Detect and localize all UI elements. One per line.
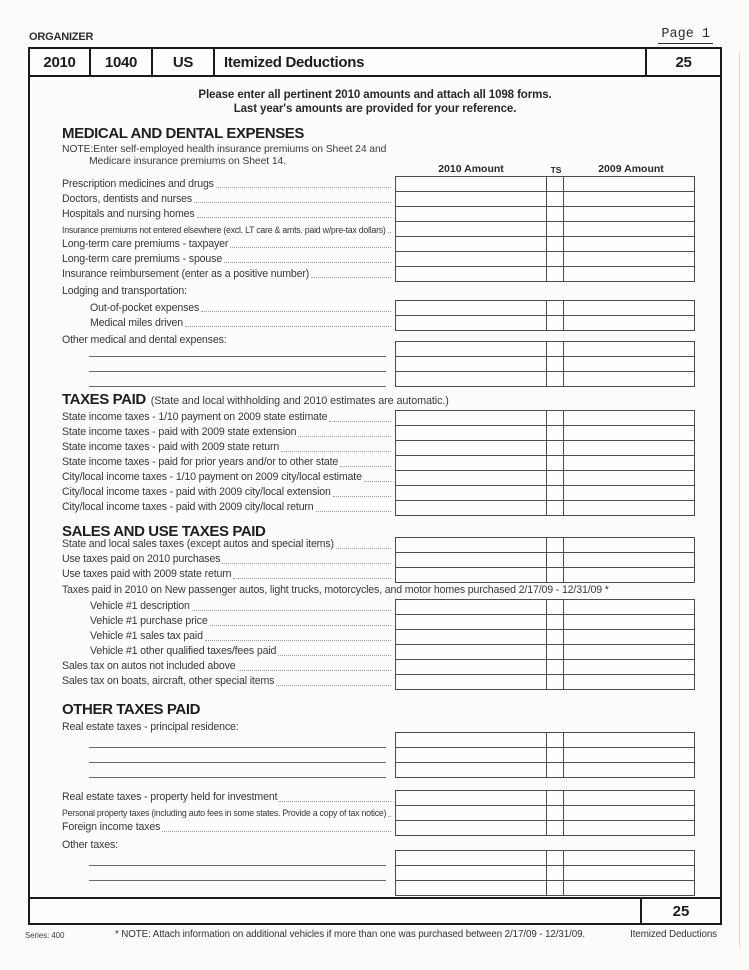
section-title: MEDICAL AND DENTAL EXPENSES (62, 125, 305, 142)
amount-2010-input[interactable] (395, 300, 547, 316)
amount-2009-input[interactable] (563, 425, 695, 441)
amount-2009-input[interactable] (563, 537, 695, 553)
dotted-leader (336, 548, 391, 549)
ts-input[interactable] (546, 221, 564, 237)
amount-2009-input[interactable] (563, 747, 695, 763)
label-zone (30, 236, 395, 252)
label-zone (30, 470, 395, 486)
ts-input[interactable] (546, 850, 564, 866)
ts-input[interactable] (546, 191, 564, 207)
group-label: Other taxes: (62, 839, 118, 851)
field-label: State income taxes - paid with 2009 state return (62, 441, 280, 454)
page-edge-line (739, 52, 740, 947)
dotted-leader (316, 511, 391, 512)
label-zone (30, 455, 395, 471)
field-label: Use taxes paid on 2010 purchases (62, 553, 221, 566)
amount-2010-input[interactable] (395, 371, 547, 387)
field-row (30, 236, 697, 252)
label-zone (30, 315, 395, 331)
label-zone (30, 659, 395, 675)
dotted-leader (329, 421, 391, 422)
field-label: Long-term care premiums - taxpayer (62, 237, 229, 250)
field-label: Real estate taxes - property held for investment (62, 791, 278, 804)
amount-2010-input[interactable] (395, 537, 547, 553)
writein-row (30, 732, 697, 748)
dotted-leader (233, 578, 391, 579)
field-label: Personal property taxes (including auto fees in some states. Provide a copy of tax notice) (62, 808, 387, 819)
amount-2009-input[interactable] (563, 732, 695, 748)
amount-2010-input[interactable] (395, 820, 547, 836)
label-zone (30, 567, 395, 583)
ts-input[interactable] (546, 567, 564, 583)
ts-input[interactable] (546, 470, 564, 486)
amount-2010-input[interactable] (395, 470, 547, 486)
dotted-leader (162, 831, 391, 832)
ts-input[interactable] (546, 537, 564, 553)
dotted-leader (238, 670, 392, 671)
dotted-leader (340, 466, 391, 467)
amount-2010-input[interactable] (395, 251, 547, 267)
amount-2010-input[interactable] (395, 356, 547, 372)
amount-2009-input[interactable] (563, 500, 695, 516)
dotted-leader (230, 247, 391, 248)
writein-row (30, 880, 697, 896)
amount-2009-input[interactable] (563, 356, 695, 372)
amount-2010-input[interactable] (395, 880, 547, 896)
amount-2009-input[interactable] (563, 485, 695, 501)
dotted-leader (281, 451, 391, 452)
label-zone (30, 356, 395, 372)
dotted-leader (222, 563, 391, 564)
field-group (30, 599, 697, 690)
label-zone (30, 266, 395, 282)
field-label: City/local income taxes - paid with 2009 city/local return (62, 501, 314, 514)
writein-group (30, 341, 697, 387)
amount-2010-input[interactable] (395, 674, 547, 690)
ts-input[interactable] (546, 266, 564, 282)
amount-2009-input[interactable] (563, 790, 695, 806)
field-row (30, 820, 697, 836)
field-row (30, 266, 697, 282)
ts-input[interactable] (546, 500, 564, 516)
amount-2010-input[interactable] (395, 315, 547, 331)
field-row (30, 614, 697, 630)
ts-input[interactable] (546, 425, 564, 441)
section-other-taxes (30, 702, 697, 896)
field-label: Out-of-pocket expenses (90, 301, 200, 314)
instructions-line1: Please enter all pertinent 2010 amounts and attach all 1098 forms. (198, 89, 552, 101)
field-group (30, 790, 697, 836)
label-zone (30, 747, 395, 763)
field-label: Vehicle #1 sales tax paid (90, 630, 203, 643)
label-zone (30, 425, 395, 441)
label-zone (30, 410, 395, 426)
dotted-leader (201, 311, 391, 312)
amount-2010-input[interactable] (395, 206, 547, 222)
ts-input[interactable] (546, 300, 564, 316)
amount-2010-input[interactable] (395, 440, 547, 456)
dotted-leader (388, 816, 391, 817)
dotted-leader (278, 655, 391, 656)
amount-2010-input[interactable] (395, 865, 547, 881)
form-number-cell: 1040 (91, 49, 153, 75)
field-label: City/local income taxes - 1/10 payment on 2009 city/local estimate (62, 471, 362, 484)
field-label: State income taxes - 1/10 payment on 2009 state estimate (62, 411, 328, 424)
amount-2009-input[interactable] (563, 659, 695, 675)
dotted-leader (216, 187, 391, 188)
instructions-line2: Last year's amounts are provided for your reference. (233, 102, 517, 115)
amount-2010-input[interactable] (395, 614, 547, 630)
ts-input[interactable] (546, 805, 564, 821)
ts-input[interactable] (546, 732, 564, 748)
writein-line[interactable] (89, 765, 386, 778)
field-label: Prescription medicines and drugs (62, 177, 214, 190)
field-row (30, 537, 697, 553)
label-zone (30, 251, 395, 267)
section-title: SALES AND USE TAXES PAID (62, 523, 266, 540)
label-zone (30, 191, 395, 207)
ts-input[interactable] (546, 371, 564, 387)
amount-2010-input[interactable] (395, 191, 547, 207)
field-row (30, 315, 697, 331)
group-label: Other medical and dental expenses: (62, 334, 227, 347)
dotted-leader (194, 202, 391, 203)
group-label: Real estate taxes - principal residence: (62, 721, 239, 733)
label-zone (30, 221, 395, 237)
inline-note-text: Taxes paid in 2010 on New passenger autos, light trucks, motorcycles, and motor homes purchased 2/17/09 - 12/31/09 * (62, 584, 609, 596)
dotted-leader (210, 625, 391, 626)
ts-input[interactable] (546, 176, 564, 192)
writein-row (30, 747, 697, 763)
amount-2010-input[interactable] (395, 176, 547, 192)
label-zone (30, 614, 395, 630)
amount-2009-input[interactable] (563, 236, 695, 252)
amount-2010-input[interactable] (395, 221, 547, 237)
amount-2009-input[interactable] (563, 629, 695, 645)
label-zone (30, 644, 395, 660)
ts-input[interactable] (546, 341, 564, 357)
amount-2009-input[interactable] (563, 266, 695, 282)
amount-2009-input[interactable] (563, 552, 695, 568)
field-row (30, 470, 697, 486)
field-row (30, 674, 697, 690)
region-cell: US (153, 49, 215, 75)
spacer (30, 778, 697, 788)
field-label: Long-term care premiums - spouse (62, 252, 223, 265)
amount-2010-input[interactable] (395, 552, 547, 568)
ts-input[interactable] (546, 315, 564, 331)
writein-group (30, 732, 697, 778)
writein-row (30, 865, 697, 881)
label-zone (30, 732, 395, 748)
footer-note: * NOTE: Attach information on additional vehicles if more than one was purchased between 2/17/09 - 12/31/09. (114, 929, 586, 940)
section-title: TAXES PAID (62, 391, 146, 408)
footer-doc-title: Itemized Deductions (630, 929, 717, 940)
amount-2010-input[interactable] (395, 500, 547, 516)
amount-2010-input[interactable] (395, 485, 547, 501)
field-row (30, 425, 697, 441)
amount-2010-input[interactable] (395, 567, 547, 583)
column-header-ts: TS (550, 165, 562, 175)
amount-2009-input[interactable] (563, 567, 695, 583)
writein-line[interactable] (89, 374, 386, 387)
label-zone (30, 176, 395, 192)
field-row (30, 599, 697, 615)
writein-group (30, 850, 697, 896)
series-label: Series: 400 (25, 931, 65, 940)
field-row (30, 221, 697, 237)
amount-2009-input[interactable] (563, 341, 695, 357)
amount-2010-input[interactable] (395, 236, 547, 252)
ts-input[interactable] (546, 880, 564, 896)
tax-year-cell: 2010 (30, 49, 91, 75)
label-zone (30, 371, 395, 387)
field-label: Vehicle #1 other qualified taxes/fees paid (90, 645, 277, 658)
label-zone (30, 500, 395, 516)
amount-2009-input[interactable] (563, 251, 695, 267)
amount-2010-input[interactable] (395, 659, 547, 675)
label-zone (30, 440, 395, 456)
field-label: State income taxes - paid for prior years and/or to other state (62, 456, 339, 469)
field-label: Use taxes paid with 2009 state return (62, 568, 232, 581)
ts-input[interactable] (546, 206, 564, 222)
amount-2009-input[interactable] (563, 191, 695, 207)
ts-input[interactable] (546, 790, 564, 806)
field-row (30, 300, 697, 316)
amount-2010-input[interactable] (395, 629, 547, 645)
amount-2010-input[interactable] (395, 644, 547, 660)
section-header-other-taxes (62, 702, 697, 718)
field-group (30, 537, 697, 583)
amount-2010-input[interactable] (395, 732, 547, 748)
amount-2009-input[interactable] (563, 644, 695, 660)
dotted-leader (185, 326, 391, 327)
writein-row (30, 762, 697, 778)
label-zone (30, 850, 395, 866)
ts-input[interactable] (546, 485, 564, 501)
dotted-leader (279, 801, 391, 802)
dotted-leader (311, 277, 391, 278)
page-number-label: Page 1 (658, 27, 713, 44)
amount-2010-input[interactable] (395, 455, 547, 471)
field-row (30, 805, 697, 821)
field-label: Medical miles driven (90, 316, 183, 329)
field-label: Insurance premiums not entered elsewhere (excl. LT care & amts. paid w/pre-tax dollars) (62, 224, 386, 235)
label-zone (30, 300, 395, 316)
field-row (30, 500, 697, 516)
ts-input[interactable] (546, 865, 564, 881)
field-label: State and local sales taxes (except autos and special items) (62, 538, 334, 551)
ts-input[interactable] (546, 644, 564, 660)
dotted-leader (388, 232, 391, 233)
amount-2009-input[interactable] (563, 410, 695, 426)
field-row (30, 629, 697, 645)
label-zone (30, 341, 395, 357)
column-header-2009-amount: 2009 Amount (598, 163, 664, 175)
ts-input[interactable] (546, 614, 564, 630)
ts-input[interactable] (546, 356, 564, 372)
amount-2009-input[interactable] (563, 805, 695, 821)
dotted-leader (276, 685, 391, 686)
amount-2009-input[interactable] (563, 762, 695, 778)
ts-input[interactable] (546, 440, 564, 456)
field-label: City/local income taxes - paid with 2009 city/local extension (62, 486, 331, 499)
dotted-leader (364, 481, 391, 482)
field-label: Vehicle #1 description (90, 600, 190, 613)
amount-2009-input[interactable] (563, 315, 695, 331)
dotted-leader (333, 496, 391, 497)
section-sales-use-taxes (30, 524, 697, 690)
label-zone (30, 865, 395, 881)
amount-2010-input[interactable] (395, 341, 547, 357)
field-row (30, 552, 697, 568)
dotted-leader (197, 217, 391, 218)
amount-2010-input[interactable] (395, 425, 547, 441)
field-label: Insurance reimbursement (enter as a positive number) (62, 267, 310, 280)
amount-2010-input[interactable] (395, 790, 547, 806)
dotted-leader (192, 610, 391, 611)
section-note-line: NOTE:Enter self-employed health insurance premiums on Sheet 24 and (62, 144, 387, 155)
field-row (30, 485, 697, 501)
dotted-leader (224, 262, 391, 263)
amount-2010-input[interactable] (395, 850, 547, 866)
field-label: Sales tax on autos not included above (62, 660, 236, 673)
amount-2010-input[interactable] (395, 599, 547, 615)
section-title: OTHER TAXES PAID (62, 701, 201, 718)
label-zone (30, 485, 395, 501)
field-row (30, 191, 697, 207)
label-zone (30, 206, 395, 222)
writein-row (30, 371, 697, 387)
amount-2010-input[interactable] (395, 266, 547, 282)
amount-2010-input[interactable] (395, 762, 547, 778)
field-row (30, 410, 697, 426)
amount-2010-input[interactable] (395, 410, 547, 426)
instructions (28, 89, 722, 116)
ts-input[interactable] (546, 236, 564, 252)
label-zone (30, 599, 395, 615)
amount-2010-input[interactable] (395, 805, 547, 821)
section-medical (30, 126, 697, 387)
section-subtitle: (State and local withholding and 2010 estimates are automatic.) (150, 395, 449, 407)
amount-2009-input[interactable] (563, 820, 695, 836)
field-label: Sales tax on boats, aircraft, other special items (62, 675, 275, 688)
label-zone (30, 820, 395, 836)
ts-input[interactable] (546, 659, 564, 675)
ts-input[interactable] (546, 552, 564, 568)
organizer-label: ORGANIZER (29, 31, 94, 43)
form-title: Itemized Deductions (224, 53, 365, 71)
field-label: Hospitals and nursing homes (62, 207, 195, 220)
group-label: Lodging and transportation: (62, 285, 187, 298)
sheet-number-cell: 25 (645, 49, 720, 75)
amount-2009-input[interactable] (563, 599, 695, 615)
amount-2009-input[interactable] (563, 850, 695, 866)
amount-2009-input[interactable] (563, 206, 695, 222)
ts-input[interactable] (546, 820, 564, 836)
ts-input[interactable] (546, 455, 564, 471)
ts-input[interactable] (546, 410, 564, 426)
ts-input[interactable] (546, 599, 564, 615)
amount-2009-input[interactable] (563, 614, 695, 630)
ts-input[interactable] (546, 251, 564, 267)
amount-2009-input[interactable] (563, 455, 695, 471)
field-label: Vehicle #1 purchase price (90, 615, 208, 628)
section-note (62, 144, 697, 167)
amount-2009-input[interactable] (563, 300, 695, 316)
amount-2009-input[interactable] (563, 221, 695, 237)
dotted-leader (205, 640, 391, 641)
amount-2009-input[interactable] (563, 865, 695, 881)
amount-2009-input[interactable] (563, 470, 695, 486)
amount-2009-input[interactable] (563, 880, 695, 896)
section-header-medical (62, 126, 697, 142)
writein-row (30, 341, 697, 357)
field-row (30, 206, 697, 222)
label-zone (30, 880, 395, 896)
field-label: Foreign income taxes (62, 821, 161, 834)
field-group (30, 300, 697, 331)
amount-2009-input[interactable] (563, 176, 695, 192)
amount-2009-input[interactable] (563, 371, 695, 387)
field-group (30, 176, 697, 282)
field-row (30, 251, 697, 267)
ts-input[interactable] (546, 629, 564, 645)
dotted-leader (298, 436, 391, 437)
writein-row (30, 356, 697, 372)
field-row (30, 440, 697, 456)
column-header-2010-amount: 2010 Amount (438, 163, 504, 175)
ts-input[interactable] (546, 674, 564, 690)
form-title-bar (28, 47, 722, 77)
field-row (30, 644, 697, 660)
bottom-bar (28, 897, 722, 925)
label-zone (30, 674, 395, 690)
field-group (30, 410, 697, 516)
field-label: Doctors, dentists and nurses (62, 192, 193, 205)
label-zone (30, 790, 395, 806)
field-row (30, 176, 697, 192)
writein-row (30, 850, 697, 866)
label-zone (30, 552, 395, 568)
section-note-line: Medicare insurance premiums on Sheet 14. (89, 155, 286, 167)
amount-2009-input[interactable] (563, 440, 695, 456)
label-zone (30, 537, 395, 553)
section-header-taxes-paid (62, 392, 697, 408)
label-zone (30, 762, 395, 778)
label-zone (30, 629, 395, 645)
bottom-sheet-number: 25 (640, 899, 720, 923)
amount-2010-input[interactable] (395, 747, 547, 763)
ts-input[interactable] (546, 747, 564, 763)
field-row (30, 455, 697, 471)
amount-2009-input[interactable] (563, 674, 695, 690)
ts-input[interactable] (546, 762, 564, 778)
label-zone (30, 805, 395, 821)
field-row (30, 659, 697, 675)
field-row (30, 790, 697, 806)
field-label: State income taxes - paid with 2009 state extension (62, 426, 297, 439)
section-taxes-paid (30, 392, 697, 516)
bottom-bar-spacer (30, 899, 640, 923)
field-row (30, 567, 697, 583)
